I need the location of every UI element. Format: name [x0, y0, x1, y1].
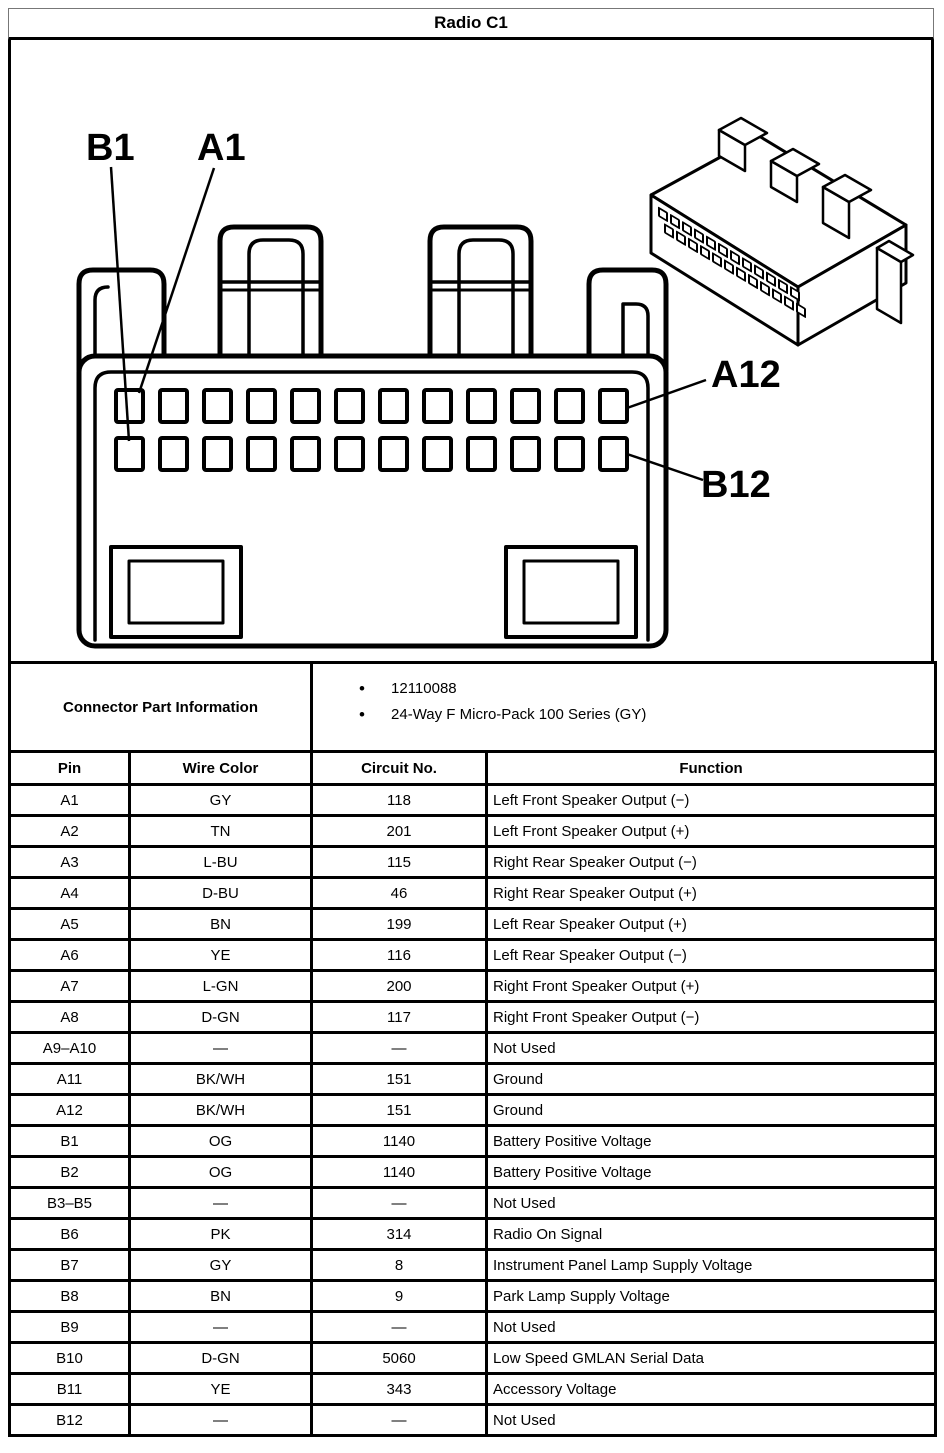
page-title-text: Radio C1 [434, 13, 508, 32]
terminal-cavity [336, 438, 363, 470]
terminal-cavity [292, 390, 319, 422]
terminal-cavity [204, 390, 231, 422]
function-cell: Battery Positive Voltage [487, 1126, 936, 1157]
terminal-cavity [336, 390, 363, 422]
connector-diagram [11, 40, 931, 661]
header-wire-color: Wire Color [130, 752, 312, 785]
pin-cell: A6 [10, 940, 130, 971]
wire-color-cell: BN [130, 1281, 312, 1312]
page-title [8, 8, 934, 40]
terminal-cavity [424, 438, 451, 470]
manual-page [8, 8, 934, 1437]
pin-cell: A5 [10, 909, 130, 940]
table-row [10, 878, 936, 909]
circuit-no-cell: 115 [312, 847, 487, 878]
connector-diagram-panel [8, 40, 934, 661]
pin-cell: B3–B5 [10, 1188, 130, 1219]
table-row [10, 1033, 936, 1064]
function-cell: Right Rear Speaker Output (+) [487, 878, 936, 909]
circuit-no-cell: 151 [312, 1095, 487, 1126]
terminal-cavity [556, 438, 583, 470]
wire-color-cell: — [130, 1033, 312, 1064]
pin-cell: A9–A10 [10, 1033, 130, 1064]
pin-cell: A3 [10, 847, 130, 878]
terminal-cavity [116, 390, 143, 422]
pin-cell: B9 [10, 1312, 130, 1343]
circuit-no-cell: — [312, 1188, 487, 1219]
front-tab-1 [220, 227, 321, 370]
part-info-details [312, 663, 936, 752]
table-row [10, 1126, 936, 1157]
function-cell: Ground [487, 1064, 936, 1095]
circuit-no-cell: 46 [312, 878, 487, 909]
front-tab-2 [430, 227, 531, 370]
wire-color-cell: — [130, 1405, 312, 1436]
terminal-cavity [248, 390, 275, 422]
function-cell: Radio On Signal [487, 1219, 936, 1250]
wire-color-cell: YE [130, 1374, 312, 1405]
circuit-no-cell: — [312, 1033, 487, 1064]
function-cell: Instrument Panel Lamp Supply Voltage [487, 1250, 936, 1281]
pin-cell: B12 [10, 1405, 130, 1436]
terminal-cavity [600, 438, 627, 470]
part-info-label: Connector Part Information [10, 663, 312, 752]
terminal-cavity [600, 390, 627, 422]
wire-color-cell: GY [130, 1250, 312, 1281]
circuit-no-cell: 8 [312, 1250, 487, 1281]
wire-color-cell: BK/WH [130, 1064, 312, 1095]
function-cell: Left Front Speaker Output (−) [487, 785, 936, 816]
function-cell: Left Rear Speaker Output (−) [487, 940, 936, 971]
wire-color-cell: OG [130, 1126, 312, 1157]
terminal-cavity [424, 390, 451, 422]
wire-color-cell: GY [130, 785, 312, 816]
table-row [10, 1281, 936, 1312]
pin-cell: B8 [10, 1281, 130, 1312]
terminal-cavity [160, 438, 187, 470]
wire-color-cell: TN [130, 816, 312, 847]
circuit-no-cell: 151 [312, 1064, 487, 1095]
circuit-no-cell: 1140 [312, 1157, 487, 1188]
table-row [10, 940, 936, 971]
function-cell: Right Front Speaker Output (−) [487, 1002, 936, 1033]
wire-color-cell: BN [130, 909, 312, 940]
pin-cell: B10 [10, 1343, 130, 1374]
connector-front-view [79, 227, 666, 646]
table-row [10, 1250, 936, 1281]
function-cell: Left Rear Speaker Output (+) [487, 909, 936, 940]
terminal-cavity [512, 390, 539, 422]
function-cell: Low Speed GMLAN Serial Data [487, 1343, 936, 1374]
table-row [10, 1374, 936, 1405]
circuit-no-cell: 343 [312, 1374, 487, 1405]
wire-color-cell: L-GN [130, 971, 312, 1002]
pin-cell: B7 [10, 1250, 130, 1281]
table-row [10, 971, 936, 1002]
pin-label-a12: A12 [711, 354, 781, 396]
pin-cell: A12 [10, 1095, 130, 1126]
circuit-no-cell: 201 [312, 816, 487, 847]
pin-cell: A8 [10, 1002, 130, 1033]
terminal-cavity [380, 438, 407, 470]
table-row [10, 1405, 936, 1436]
pinout-table [8, 661, 937, 1437]
circuit-no-cell: 5060 [312, 1343, 487, 1374]
header-circuit-no: Circuit No. [312, 752, 487, 785]
terminal-cavity [512, 438, 539, 470]
wire-color-cell: OG [130, 1157, 312, 1188]
function-cell: Battery Positive Voltage [487, 1157, 936, 1188]
circuit-no-cell: 314 [312, 1219, 487, 1250]
table-row [10, 1312, 936, 1343]
part-info-row [10, 663, 936, 752]
circuit-no-cell: — [312, 1312, 487, 1343]
pin-cell: A2 [10, 816, 130, 847]
function-cell: Ground [487, 1095, 936, 1126]
wire-color-cell: D-GN [130, 1002, 312, 1033]
pin-cell: A7 [10, 971, 130, 1002]
table-row [10, 1157, 936, 1188]
table-row [10, 1219, 936, 1250]
table-row [10, 1002, 936, 1033]
header-function: Function [487, 752, 936, 785]
wire-color-cell: D-GN [130, 1343, 312, 1374]
terminal-cavity [468, 390, 495, 422]
circuit-no-cell: 199 [312, 909, 487, 940]
terminal-cavity [204, 438, 231, 470]
function-cell: Not Used [487, 1405, 936, 1436]
terminal-cavity [292, 438, 319, 470]
function-cell: Not Used [487, 1188, 936, 1219]
pin-cell: A1 [10, 785, 130, 816]
table-row [10, 847, 936, 878]
function-cell: Left Front Speaker Output (+) [487, 816, 936, 847]
circuit-no-cell: 200 [312, 971, 487, 1002]
table-row [10, 1064, 936, 1095]
table-row [10, 1188, 936, 1219]
table-row [10, 816, 936, 847]
terminal-cavity [556, 390, 583, 422]
terminal-cavity [160, 390, 187, 422]
terminal-cavity [116, 438, 143, 470]
function-cell: Park Lamp Supply Voltage [487, 1281, 936, 1312]
table-row [10, 785, 936, 816]
terminal-cavity [248, 438, 275, 470]
table-header-row [10, 752, 936, 785]
function-cell: Right Rear Speaker Output (−) [487, 847, 936, 878]
wire-color-cell: PK [130, 1219, 312, 1250]
wire-color-cell: — [130, 1188, 312, 1219]
pin-cell: B11 [10, 1374, 130, 1405]
pin-label-a1: A1 [197, 127, 246, 169]
pin-table-body [10, 785, 936, 1436]
wire-color-cell: D-BU [130, 878, 312, 909]
table-row [10, 1095, 936, 1126]
part-info-bullet-list [313, 676, 934, 728]
function-cell: Not Used [487, 1312, 936, 1343]
circuit-no-cell: 116 [312, 940, 487, 971]
wire-color-cell: — [130, 1312, 312, 1343]
circuit-no-cell: 118 [312, 785, 487, 816]
wire-color-cell: YE [130, 940, 312, 971]
terminal-cavity [380, 390, 407, 422]
header-pin: Pin [10, 752, 130, 785]
pin-cell: B6 [10, 1219, 130, 1250]
function-cell: Right Front Speaker Output (+) [487, 971, 936, 1002]
pin-label-b1: B1 [86, 127, 135, 169]
circuit-no-cell: — [312, 1405, 487, 1436]
function-cell: Not Used [487, 1033, 936, 1064]
wire-color-cell: L-BU [130, 847, 312, 878]
part-number: • 12110088 [313, 676, 934, 702]
pin-label-b12: B12 [701, 464, 771, 506]
pin-cell: B1 [10, 1126, 130, 1157]
pin-cell: B2 [10, 1157, 130, 1188]
connector-type: • 24-Way F Micro-Pack 100 Series (GY) [313, 702, 934, 728]
front-bottom-slot-left-inner [129, 561, 223, 623]
circuit-no-cell: 9 [312, 1281, 487, 1312]
pin-cell: A11 [10, 1064, 130, 1095]
front-bottom-slot-right-inner [524, 561, 618, 623]
terminal-cavity [468, 438, 495, 470]
pin-cell: A4 [10, 878, 130, 909]
connector-3d-view [651, 118, 913, 345]
table-row [10, 1343, 936, 1374]
circuit-no-cell: 1140 [312, 1126, 487, 1157]
circuit-no-cell: 117 [312, 1002, 487, 1033]
table-row [10, 909, 936, 940]
function-cell: Accessory Voltage [487, 1374, 936, 1405]
wire-color-cell: BK/WH [130, 1095, 312, 1126]
